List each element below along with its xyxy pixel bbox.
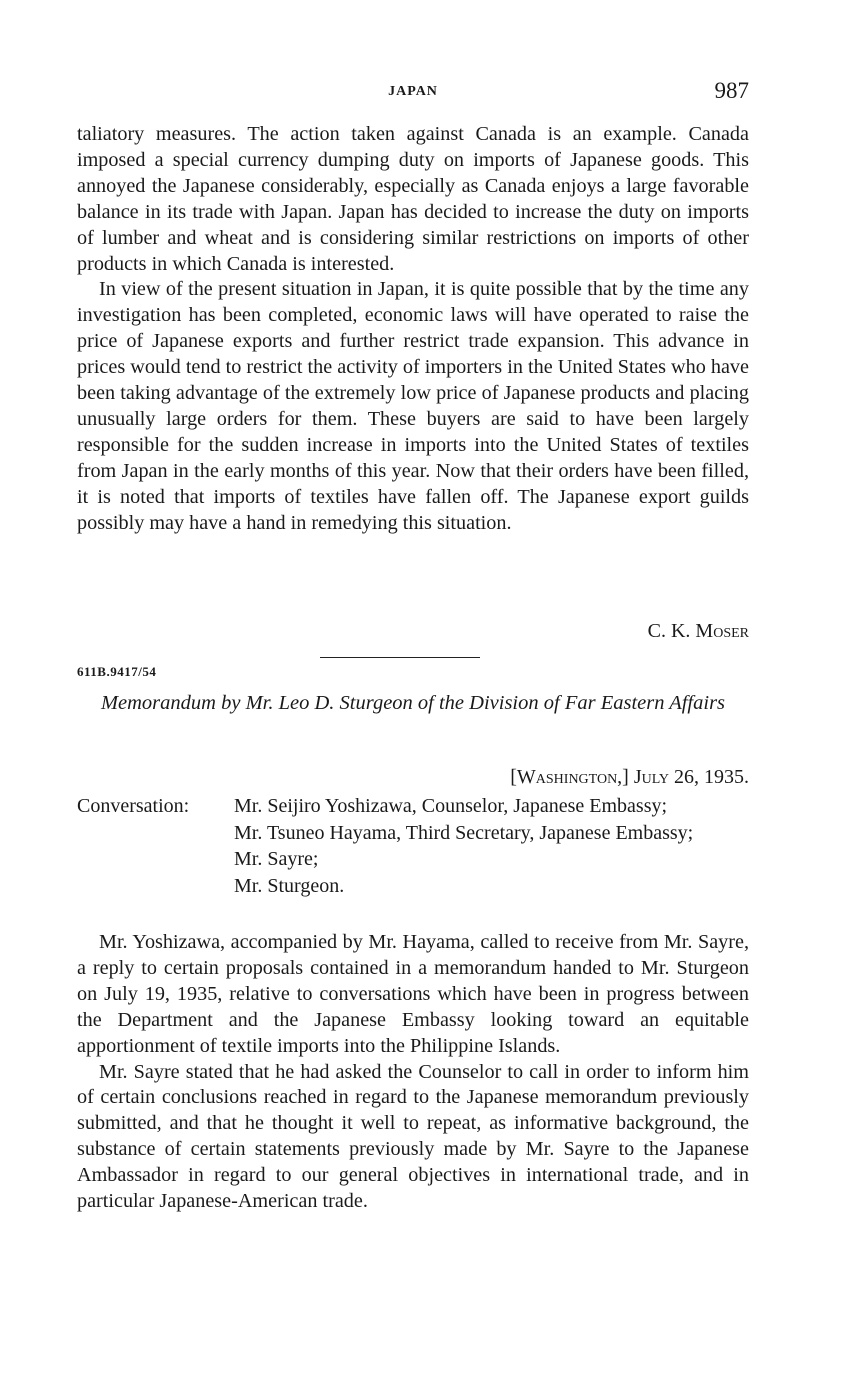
page-number: 987 <box>714 78 749 103</box>
signature: C. K. Moser <box>647 620 749 642</box>
participant-item <box>234 820 749 847</box>
section-divider <box>320 657 480 658</box>
paragraph-yoshizawa-visit: Mr. Yoshizawa, accompanied by Mr. Hayama, called to receive from Mr. Sayre, a reply to certain proposals contained in a memorandum handed to Mr. Sturgeon on July 19, 1935, relative to conversations which have been in progress between the Department and the Japanese Embassy looking toward an equitable apportionment of textile imports into the Philippine Islands. <box>77 931 749 1057</box>
running-head <box>77 78 749 108</box>
participant-item: Mr. Sayre; <box>234 848 319 870</box>
paragraph-sayre-statement: Mr. Sayre stated that he had asked the Counselor to call in order to inform him of certain conclusions reached in regard to the Japanese memorandum previously submitted, and that he thought it well to repeat, as informative background, the substance of certain statements previously made by Mr. Sayre to the Japanese Ambassador in regard to our general objectives in international trade, and in particular Japanese-American trade. <box>77 1060 749 1213</box>
participant-list <box>234 793 749 899</box>
dateline: [Washington,] July 26, 1935. <box>510 766 749 788</box>
document-page <box>77 0 749 1380</box>
participant-text: Mr. Tsuneo Hayama, Third Secretary, Japanese Embassy; <box>234 821 694 844</box>
running-title: JAPAN <box>388 84 438 99</box>
conversation-label: Conversation: <box>77 795 190 817</box>
document-title: Memorandum by Mr. Leo D. Sturgeon of the Division of Far Eastern Affairs <box>100 692 726 714</box>
paragraph-continuation: taliatory measures. The action taken against Canada is an example. Canada imposed a special currency dumping duty on imports of Japanese goods. This annoyed the Japanese considerably, especially as Canada enjoys a large favorable balance in its trade with Japan. Japan has decided to increase the duty on imports of lumber and wheat and is considering similar restrictions on imports of other products in which Canada is interested. <box>77 123 749 275</box>
report-conclusion <box>77 122 749 537</box>
participant-item: Mr. Seijiro Yoshizawa, Counselor, Japanese Embassy; <box>234 795 668 817</box>
file-number: 611B.9417/54 <box>77 664 157 679</box>
participant-item: Mr. Sturgeon. <box>234 874 345 897</box>
memorandum-body <box>77 930 749 1215</box>
paragraph-present-situation: In view of the present situation in Japan, it is quite possible that by the time any investigation has been completed, economic laws will have operated to raise the price of Japanese exports and further restrict trade expansion. This advance in prices would tend to restrict the activity of importers in the United States who have been taking advantage of the extremely low price of Japanese products and placing unusually large orders for them. These buyers are said to have been largely responsible for the sudden increase in imports into the United States of textiles from Japan in the early months of this year. Now that their orders have been filled, it is noted that imports of textiles have fallen off. The Japanese export guilds possibly may have a hand in remedying this situation. <box>77 278 749 534</box>
